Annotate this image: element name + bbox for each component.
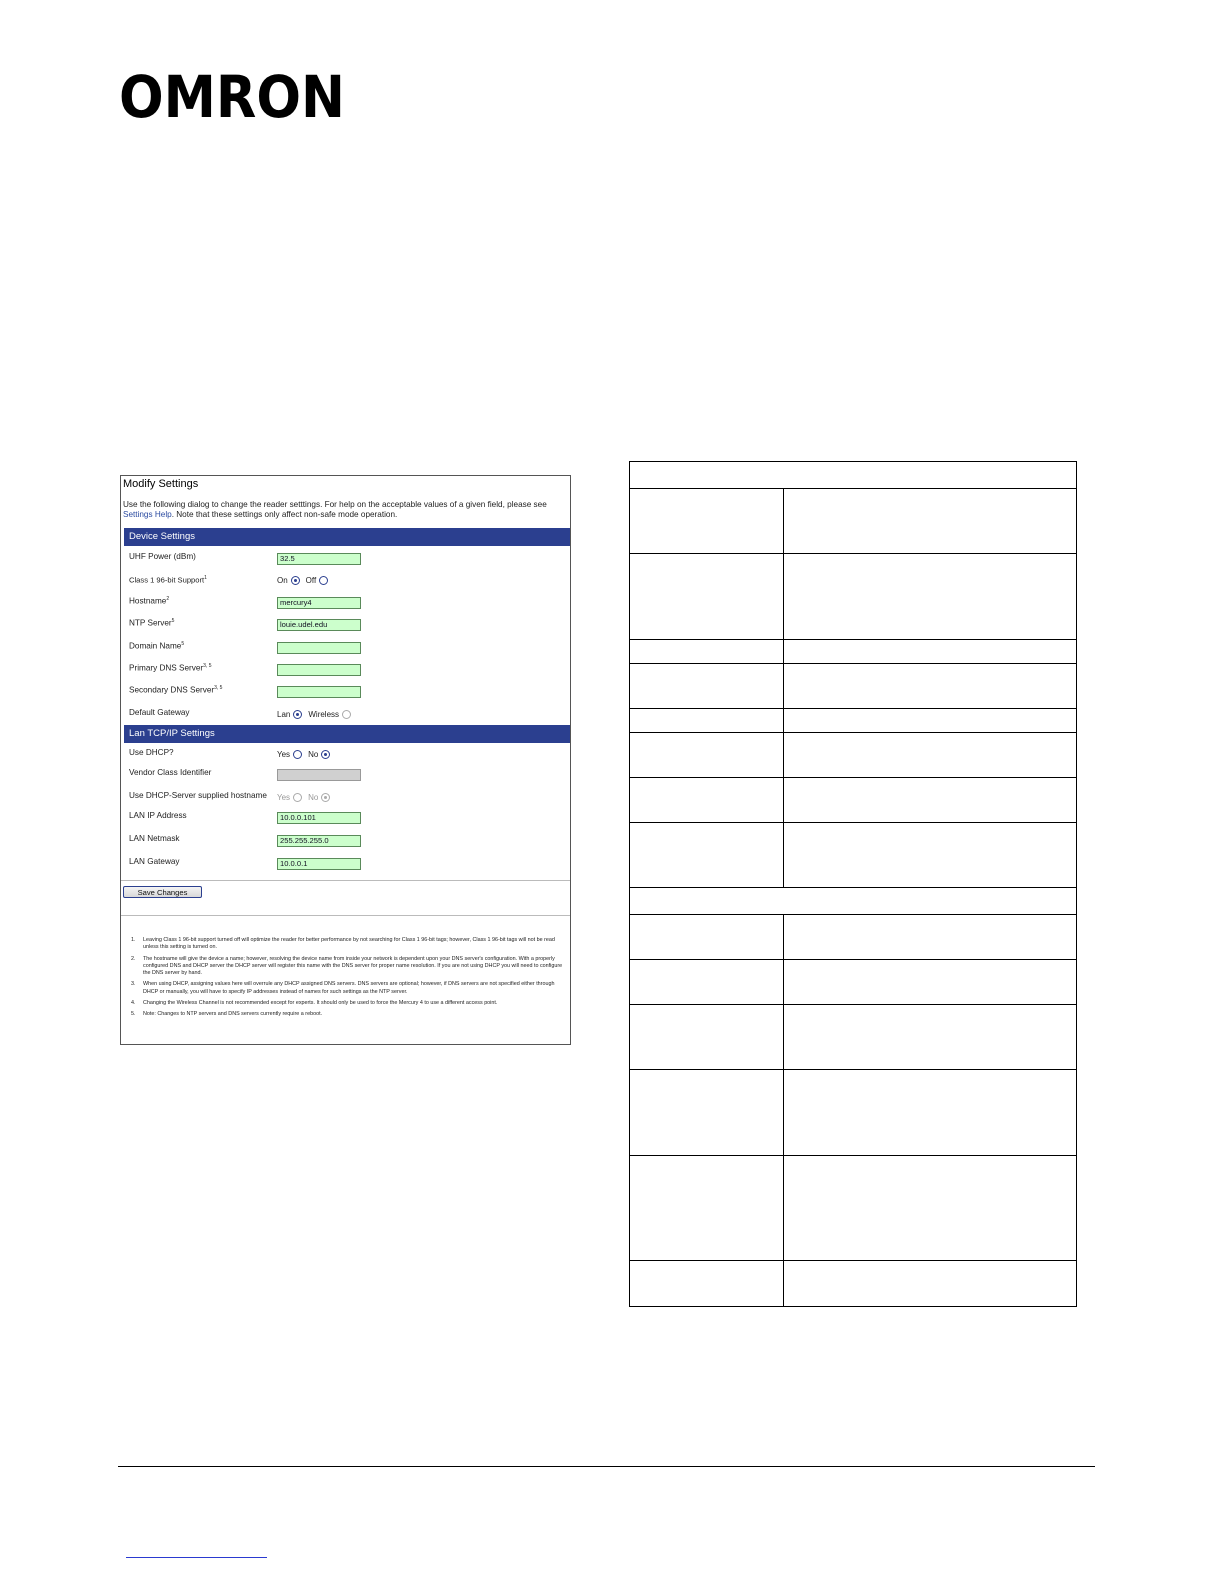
lan-ip-input[interactable]: 10.0.0.101 [277,812,361,824]
lan-gateway-label: LAN Gateway [129,857,180,866]
footer-link-underline[interactable] [126,1557,267,1558]
table-row-divider [630,777,1076,778]
settings-table [629,461,1077,1307]
lan-netmask-label: LAN Netmask [129,834,180,843]
class1-support-radios: On Off [277,576,331,585]
ntp-server-input[interactable]: louie.udel.edu [277,619,361,631]
hostname-label: Hostname$^2$ [129,596,170,606]
omron-logo [119,68,347,124]
domain-name-input[interactable] [277,642,361,654]
footnote: 5. Note: Changes to NTP servers and DNS servers currently require a reboot. [131,1011,323,1018]
table-row-divider [630,639,1076,640]
use-dhcp-radios: Yes No [277,750,333,759]
table-row-divider [630,914,1076,915]
dhcp-no-radio[interactable] [321,750,330,759]
gateway-lan-radio[interactable] [293,710,302,719]
hostname-input[interactable]: mercury4 [277,597,361,609]
separator [121,880,570,881]
lan-gateway-input[interactable]: 10.0.0.1 [277,858,361,870]
lan-settings-header: Lan TCP/IP Settings [124,725,570,743]
modify-settings-panel [120,475,571,1045]
table-row-divider [630,553,1076,554]
uhf-power-input[interactable]: 32.5 [277,553,361,565]
dhcp-hostname-label: Use DHCP-Server supplied hostname [129,791,267,800]
table-row-divider [630,708,1076,709]
table-row-divider [630,732,1076,733]
table-row-divider [630,488,1076,489]
domain-name-label: Domain Name$^5$ [129,641,185,651]
vendor-class-label: Vendor Class Identifier [129,768,212,777]
table-row-divider [630,1155,1076,1156]
table-row-divider [630,822,1076,823]
default-gateway-radios: Lan Wireless [277,710,354,719]
class1-on-radio[interactable] [291,576,300,585]
table-row-divider [630,1069,1076,1070]
save-changes-button[interactable]: Save Changes [123,886,202,898]
footnotes [131,937,567,1023]
dhcp-yes-radio[interactable] [293,750,302,759]
settings-help-link[interactable]: Settings Help [123,510,172,519]
table-column-divider [783,488,784,887]
svg-text:OMRON: OMRON [119,68,345,124]
intro-text: Use the following dialog to change the reader setttings. For help on the acceptable values of a given field, please see Settings Help. Note that these settings only affect non-safe mode operation. [123,500,547,519]
separator [121,915,570,916]
table-row-divider [630,959,1076,960]
table-row-divider [630,887,1076,888]
table-row-divider [630,663,1076,664]
gateway-wireless-radio[interactable] [342,710,351,719]
use-dhcp-label: Use DHCP? [129,748,174,757]
primary-dns-input[interactable] [277,664,361,676]
device-settings-header: Device Settings [124,528,570,546]
table-column-divider [783,914,784,1306]
footnote: 4. Changing the Wireless Channel is not recommended except for experts. It should only be used to force the Mercury 4 to use a different access point. [131,999,498,1006]
panel-title: Modify Settings [123,478,199,490]
footnote: 1. Leaving Class 1 96-bit support turned off will optimize the reader for better performance by not searching for Class 1 96-bit tags; however, Class 1 96-bit tags will not be read unless this setting is turned on. [131,937,555,951]
primary-dns-label: Primary DNS Server$^{3, 5}$ [129,663,212,673]
table-row-divider [630,1004,1076,1005]
table-row-divider [630,1260,1076,1261]
lan-ip-label: LAN IP Address [129,811,187,820]
dhcp-hostname-radios: Yes No [277,793,333,802]
lan-netmask-input[interactable]: 255.255.255.0 [277,835,361,847]
secondary-dns-label: Secondary DNS Server$^{3, 5}$ [129,685,223,695]
footer-rule [118,1466,1095,1467]
vendor-class-input[interactable] [277,769,361,781]
uhf-power-label: UHF Power (dBm) [129,552,196,561]
ntp-server-label: NTP Server$^5$ [129,618,175,628]
dhcp-hostname-yes-radio[interactable] [293,793,302,802]
footnote: 3. When using DHCP, assigning values here will overrule any DHCP assigned DNS servers. DNS servers are optional; however, if DNS servers are not specified either through DHCP or manually, you will have to specify IP addresses instead of names for such settings as the NTP server. [131,981,555,995]
secondary-dns-input[interactable] [277,686,361,698]
class1-off-radio[interactable] [319,576,328,585]
footnote: 2. The hostname will give the device a name; however, resolving the device name from inside your network is dependent upon your DNS server's configuration. With a properly configured DNS and DHCP server the DHCP server will register this name with the DNS server for proper name resolution. If you are not using DHCP you will need to configure the DNS server by hand. [131,955,563,976]
dhcp-hostname-no-radio[interactable] [321,793,330,802]
class1-support-label: Class 1 96-bit Support$^1$ [129,575,207,585]
default-gateway-label: Default Gateway [129,708,190,717]
